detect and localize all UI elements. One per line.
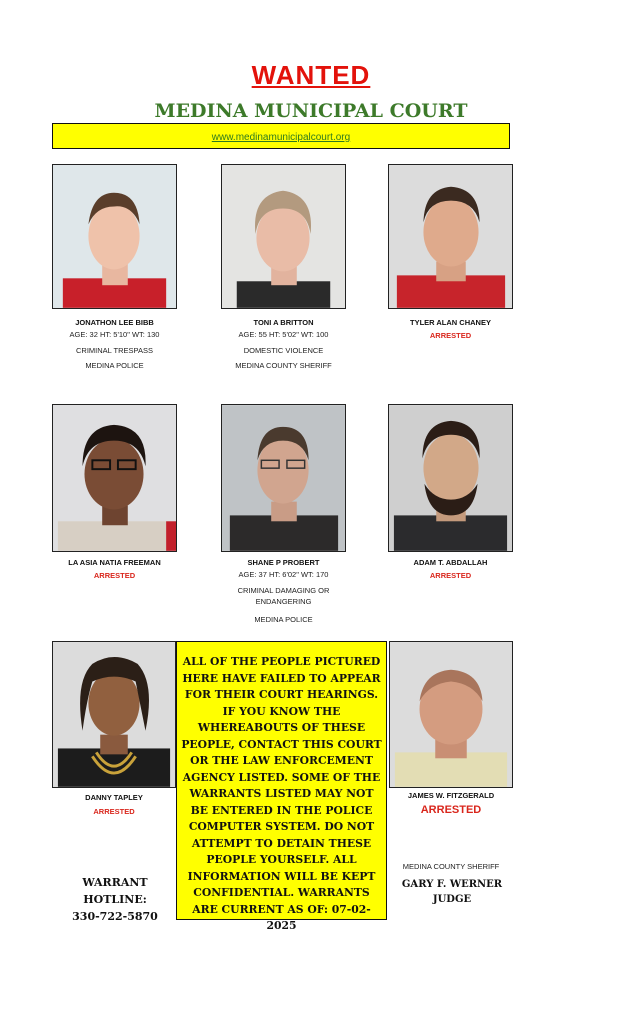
poster-title: WANTED bbox=[251, 60, 371, 90]
person-name: LA ASIA NATIA FREEMAN bbox=[68, 558, 161, 567]
person-name: ADAM T. ABDALLAH bbox=[413, 558, 488, 567]
failure-to-appear-notice: ALL OF THE PEOPLE PICTURED HERE HAVE FAILED TO APPEAR FOR THEIR COURT HEARINGS. IF YOU KNOW THE WHEREABOUTS OF THESE PEOPLE, CONTACT THIS COURT OR THE LAW ENFORCEMENT AGENCY LISTED. SOME OF THE WARRANTS LISTED MAY NOT BE ENTERED IN THE POLICE COMPUTER SYSTEM. DO NOT ATTEMPT TO DETAIN THESE PEOPLE YOURSELF. ALL INFORMATION WILL BE KEPT CONFIDENTIAL. WARRANTS ARE CURRENT AS OF: 07-02-2025 bbox=[176, 641, 387, 920]
mugshot-britton bbox=[221, 164, 346, 309]
mugshot-fitzgerald bbox=[389, 641, 513, 788]
website-link[interactable]: www.medinamunicipalcourt.org bbox=[211, 132, 351, 143]
person-charge: DOMESTIC VIOLENCE bbox=[243, 346, 324, 355]
judge-title: JUDGE bbox=[432, 894, 472, 905]
person-name: JAMES W. FITZGERALD bbox=[407, 791, 495, 800]
person-photo-icon bbox=[53, 405, 176, 551]
mugshot-chaney bbox=[388, 164, 513, 309]
person-agency: MEDINA COUNTY SHERIFF bbox=[235, 361, 332, 370]
arrested-status: ARRESTED bbox=[93, 807, 135, 816]
arrested-status: ARRESTED bbox=[429, 331, 472, 340]
person-photo-icon bbox=[53, 642, 175, 787]
mugshot-freeman bbox=[52, 404, 177, 552]
arrested-status: ARRESTED bbox=[429, 571, 472, 580]
arrested-status: ARRESTED bbox=[420, 804, 482, 816]
judge-signature bbox=[392, 877, 512, 907]
website-banner bbox=[52, 123, 510, 149]
hotline-line1: WARRANT bbox=[82, 876, 148, 889]
person-photo-icon bbox=[389, 165, 512, 308]
person-charge-line1: CRIMINAL DAMAGING OR bbox=[237, 586, 330, 595]
mugshot-abdallah bbox=[388, 404, 513, 552]
person-charge: CRIMINAL TRESPASS bbox=[76, 346, 153, 355]
mugshot-tapley bbox=[52, 641, 176, 788]
person-photo-icon bbox=[222, 165, 345, 308]
court-name: MEDINA MUNICIPAL COURT bbox=[154, 100, 468, 122]
person-name: SHANE P PROBERT bbox=[247, 558, 320, 567]
person-name: JONATHON LEE BIBB bbox=[75, 318, 154, 327]
person-photo-icon bbox=[390, 642, 512, 787]
person-name: DANNY TAPLEY bbox=[85, 793, 143, 802]
person-name: TYLER ALAN CHANEY bbox=[410, 318, 491, 327]
mugshot-bibb bbox=[52, 164, 177, 309]
person-details: AGE: 37 HT: 6'02" WT: 170 bbox=[238, 570, 329, 579]
mugshot-probert bbox=[221, 404, 346, 552]
person-details: AGE: 55 HT: 5'02" WT: 100 bbox=[238, 330, 329, 339]
arrested-status: ARRESTED bbox=[93, 571, 136, 580]
hotline-line2: HOTLINE: bbox=[83, 893, 147, 906]
warrant-hotline bbox=[60, 874, 170, 925]
person-charge-line2: ENDANGERING bbox=[255, 597, 312, 606]
person-photo-icon bbox=[53, 165, 176, 308]
hotline-phone[interactable]: 330-722-5870 bbox=[72, 910, 158, 923]
person-details: AGE: 32 HT: 5'10" WT: 130 bbox=[69, 330, 160, 339]
person-agency: MEDINA POLICE bbox=[254, 615, 313, 624]
person-photo-icon bbox=[389, 405, 512, 551]
person-photo-icon bbox=[222, 405, 345, 551]
person-agency: MEDINA POLICE bbox=[85, 361, 144, 370]
person-name: TONI A BRITTON bbox=[253, 318, 314, 327]
judge-name: GARY F. WERNER bbox=[401, 879, 503, 890]
person-agency: MEDINA COUNTY SHERIFF bbox=[402, 862, 500, 871]
